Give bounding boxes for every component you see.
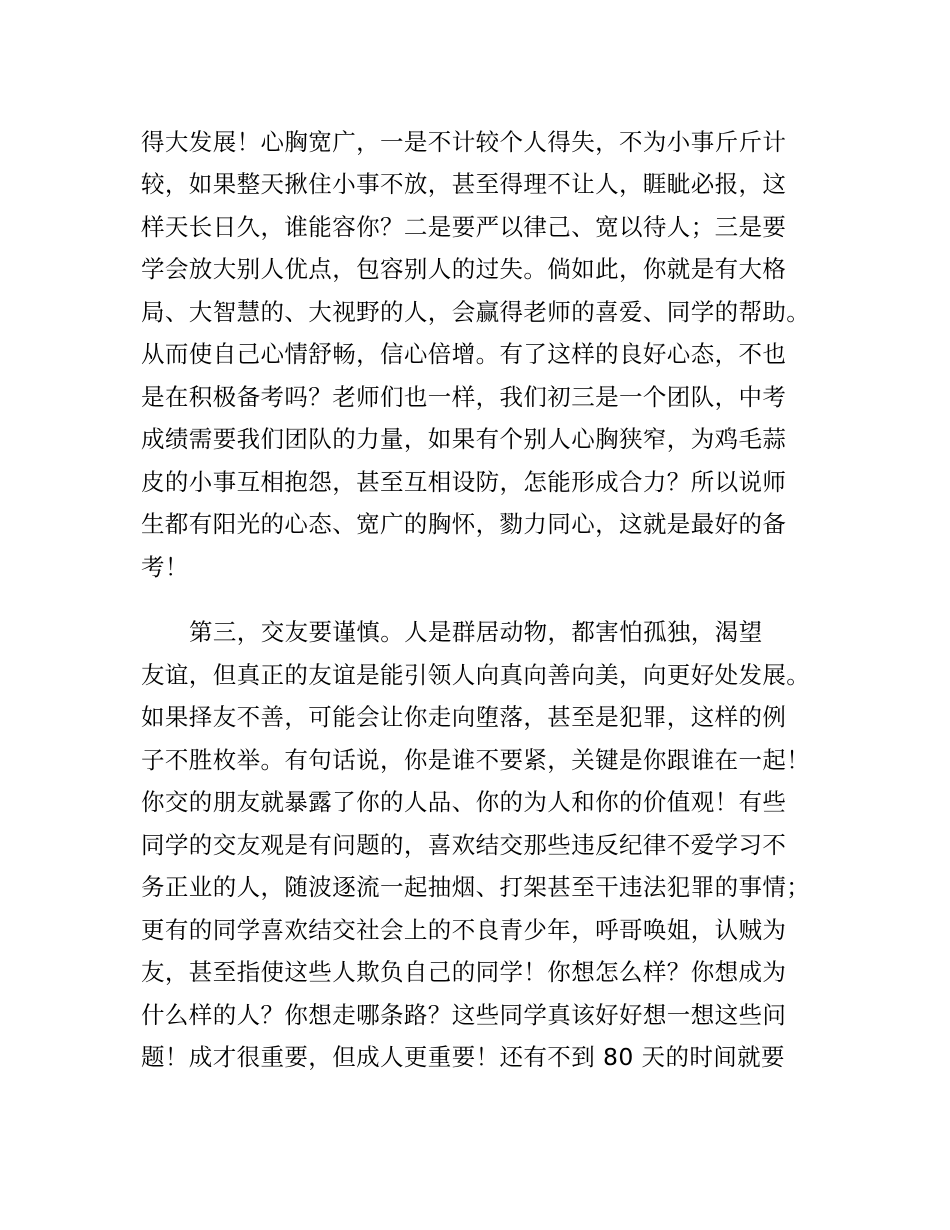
text-line: 较，如果整天揪住小事不放，甚至得理不让人，睚眦必报，这 bbox=[141, 170, 787, 198]
text-line: 是在积极备考吗？老师们也一样，我们初三是一个团队，中考 bbox=[141, 383, 787, 411]
text-line: 同学的交友观是有问题的，喜欢结交那些违反纪律不爱学习不 bbox=[141, 831, 787, 859]
text-line: 生都有阳光的心态、宽广的胸怀，勠力同心，这就是最好的备 bbox=[141, 510, 787, 538]
text-line: 学会放大别人优点，包容别人的过失。倘如此，你就是有大格 bbox=[141, 255, 787, 283]
text-line: 局、大智慧的、大视野的人，会赢得老师的喜爱、同学的帮助。 bbox=[141, 298, 811, 326]
text-line: 考！ bbox=[141, 553, 189, 581]
text-line: 样天长日久，谁能容你？二是要严以律己、宽以待人；三是要 bbox=[141, 213, 787, 241]
text-line: 得大发展！心胸宽广，一是不计较个人得失，不为小事斤斤计 bbox=[141, 128, 787, 156]
text-line: 题！成才很重要，但成人更重要！还有不到 80 天的时间就要 bbox=[141, 1043, 785, 1071]
text-line: 你交的朋友就暴露了你的人品、你的为人和你的价值观！有些 bbox=[141, 788, 787, 816]
text-line: 务正业的人，随波逐流一起抽烟、打架甚至干违法犯罪的事情； bbox=[141, 873, 811, 901]
text-line: 什么样的人？你想走哪条路？这些同学真该好好想一想这些问 bbox=[141, 1001, 787, 1029]
text-line: 友，甚至指使这些人欺负自己的同学！你想怎么样？你想成为 bbox=[141, 958, 787, 986]
text-line: 从而使自己心情舒畅，信心倍增。有了这样的良好心态，不也 bbox=[141, 340, 787, 368]
text-line: 第三，交友要谨慎。人是群居动物，都害怕孤独，渴望 bbox=[189, 618, 763, 646]
text-line: 子不胜枚举。有句话说，你是谁不要紧，关键是你跟谁在一起！ bbox=[141, 746, 811, 774]
text-line: 如果择友不善，可能会让你走向堕落，甚至是犯罪，这样的例 bbox=[141, 703, 787, 731]
text-line: 成绩需要我们团队的力量，如果有个别人心胸狭窄，为鸡毛蒜 bbox=[141, 425, 787, 453]
text-line: 更有的同学喜欢结交社会上的不良青少年，呼哥唤姐，认贼为 bbox=[141, 916, 787, 944]
text-line: 皮的小事互相抱怨，甚至互相设防，怎能形成合力？所以说师 bbox=[141, 468, 787, 496]
text-line: 友谊，但真正的友谊是能引领人向真向善向美，向更好处发展。 bbox=[141, 661, 811, 689]
